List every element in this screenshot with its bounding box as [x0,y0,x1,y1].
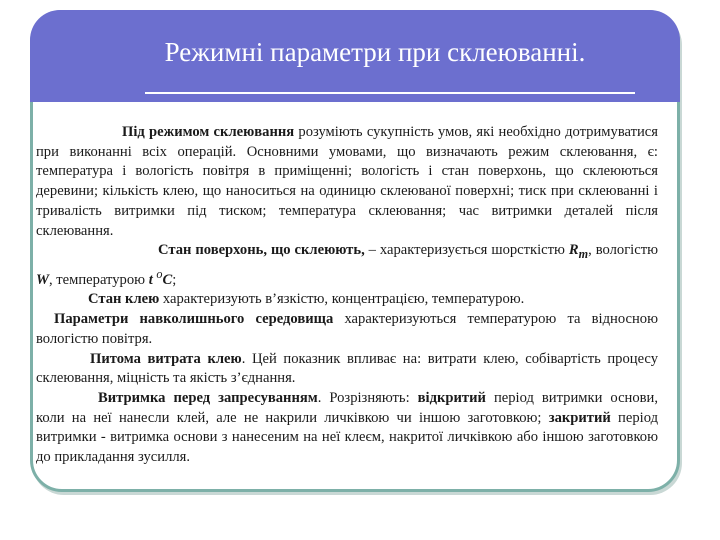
term-regime: Під режимом склеювання [122,124,295,140]
paragraph-glue-state [36,290,658,310]
term-environment: Параметри навколишнього середовища [54,311,334,328]
paragraph-glue-state-text: характеризують в’язкістю, концентрацією, температурою. [159,291,525,308]
paragraph-holding-text-c: період витримки - витримка основи з нанесеним на неї клеєм, накритої личківкою або іншою заготовкою до прикладання зусилля. [36,409,658,466]
paragraph-surface-text-c: , температурою [48,271,149,288]
paragraph-regime [36,123,658,241]
paragraph-surface-text-a: – характеризується шорсткістю [364,242,569,259]
slide-title: Режимні параметри при склеюванні. [164,36,586,67]
term-surface: Стан поверхонь, що склеюють, [158,242,365,259]
paragraph-environment [36,310,658,349]
term-glue-state: Стан клею [88,291,160,308]
paragraph-regime-text: розуміють сукупність умов, які необхідно дотримуватися при виконанні всіх операцій. Основними умовами, що визначають режим склеювання, є: температура і вологість повітря в приміщенні; вологість і стан поверхонь, що склеюються деревини; кількість клею, що наноситься на одиницю склеюваної поверхні; тиск при склеюванні і тривалість витримки під тиском; температура склеювання; час витримки деталей після склеювання. [36,124,658,239]
paragraph-glue-consumption-text: . Цей показник впливає на: витрати клею, собівартість процесу склеювання, міцність та якість з’єднання. [36,350,658,387]
term-holding: Витримка перед запресуванням [98,389,318,406]
paragraph-glue-consumption [36,350,658,389]
paragraph-surface [36,241,658,290]
paragraph-surface-text-b: , вологістю [588,242,658,259]
term-open: відкритий [417,389,486,406]
symbol-t: t [148,271,157,288]
symbol-rm: R [568,242,579,259]
paragraph-holding-text-a: . Розрізняють: [317,389,418,406]
paragraph-surface-text-d: ; [172,271,177,288]
paragraph-holding [36,389,658,468]
term-closed: закритий [548,409,611,426]
symbol-degree: о [156,266,163,281]
slide-body [36,123,658,468]
symbol-rm-sub: m [578,247,589,262]
paragraph-environment-text: характеризуються температурою та відносною вологістю повітря. [36,311,658,347]
title-underline [145,92,635,94]
term-glue-consumption: Питома витрата клею [90,350,242,367]
symbol-w: W [36,271,49,288]
paragraph-holding-text-b: період витримки основи, коли на неї нанесли клей, але не накрили личківкою чи іншою заготовкою; [36,389,659,426]
symbol-c: С [162,271,173,288]
